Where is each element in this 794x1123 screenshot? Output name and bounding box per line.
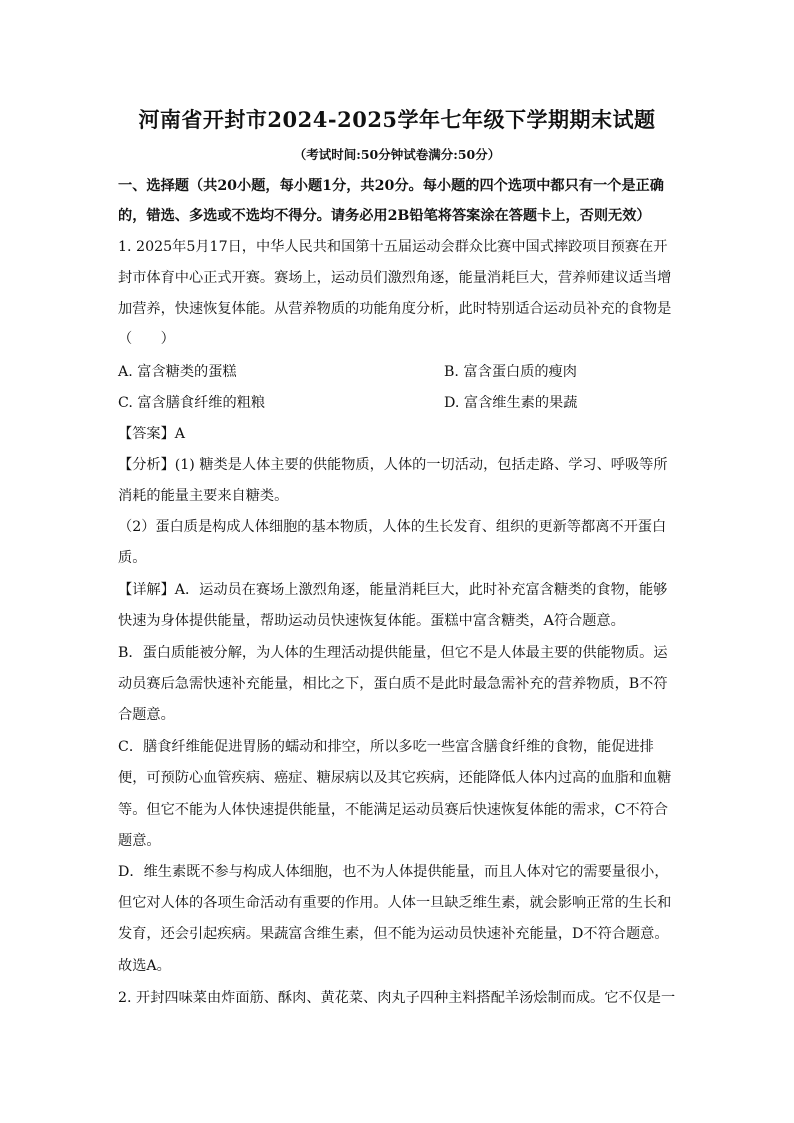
option-a: A. 富含糖类的蛋糕 [118, 364, 237, 380]
analysis-line: （2）蛋白质是构成人体细胞的基本物质，人体的生长发育、组织的更新等都离不开蛋白 [118, 519, 667, 535]
detail-line: 题意。 [118, 833, 161, 849]
answer-line: 【答案】A [118, 426, 185, 442]
detail-line: D．维生素既不参与构成人体细胞，也不为人体提供能量，而且人体对它的需要量很小， [118, 864, 669, 880]
question-1-line: 加营养，快速恢复体能。从营养物质的功能角度分析，此时特别适合运动员补充的食物是 [118, 301, 672, 317]
detail-line: 动员赛后急需快速补充能量，相比之下，蛋白质不是此时最急需补充的营养物质，B不符 [118, 676, 668, 692]
detail-line: 故选A。 [118, 958, 171, 974]
section-header-line: 的，错选、多选或不选均不得分。请务必用2B铅笔将答案涂在答题卡上，否则无效） [118, 208, 651, 224]
question-1-line: （ ） [118, 331, 175, 347]
question-1-line: 封市体育中心正式开赛。赛场上，运动员们激烈角逐，能量消耗巨大，营养师建议适当增 [118, 270, 672, 286]
detail-line: 发育，还会引起疾病。果蔬富含维生素，但不能为运动员快速补充能量，D不符合题意。 [118, 926, 669, 942]
page-title: 河南省开封市2024-2025学年七年级下学期期末试题 [138, 107, 656, 132]
detail-line: 合题意。 [118, 707, 175, 723]
option-b: B. 富含蛋白质的瘦肉 [444, 364, 577, 380]
question-1-line: 1. 2025年5月17日，中华人民共和国第十五届运动会群众比赛中国式摔跤项目预赛在开 [118, 239, 668, 255]
analysis-line: 【分析】(1) 糖类是人体主要的供能物质，人体的一切活动，包括走路、学习、呼吸等所 [118, 457, 668, 473]
detail-line: 但它对人体的各项生命活动有重要的作用。人体一旦缺乏维生素，就会影响正常的生长和 [118, 895, 672, 911]
analysis-line: 消耗的能量主要来自糖类。 [118, 488, 289, 504]
section-header-line: 一、选择题（共20小题，每小题1分，共20分。每小题的四个选项中都只有一个是正确 [118, 178, 664, 194]
detail-line: 等。但它不能为人体快速提供能量，不能满足运动员赛后快速恢复体能的需求，C不符合 [118, 802, 668, 818]
exam-info: （考试时间:50分钟试卷满分:50分） [293, 147, 501, 162]
option-d: D. 富含维生素的果蔬 [444, 395, 578, 411]
detail-line: 【详解】A．运动员在赛场上激烈角逐，能量消耗巨大，此时补充富含糖类的食物，能够 [118, 582, 668, 598]
detail-line: B．蛋白质能被分解，为人体的生理活动提供能量，但它不是人体最主要的供能物质。运 [118, 645, 668, 661]
question-2-line: 2. 开封四味菜由炸面筋、酥肉、黄花菜、肉丸子四种主料搭配羊汤烩制而成。它不仅是一 [118, 990, 676, 1006]
detail-line: 便，可预防心血管疾病、癌症、糖尿病以及其它疾病，还能降低人体内过高的血脂和血糖 [118, 770, 672, 786]
detail-line: C．膳食纤维能促进胃肠的蠕动和排空，所以多吃一些富含膳食纤维的食物，能促进排 [118, 739, 654, 755]
option-c: C. 富含膳食纤维的粗粮 [118, 395, 266, 411]
analysis-line: 质。 [118, 550, 147, 566]
detail-line: 快速为身体提供能量，帮助运动员快速恢复体能。蛋糕中富含糖类，A符合题意。 [118, 613, 625, 629]
